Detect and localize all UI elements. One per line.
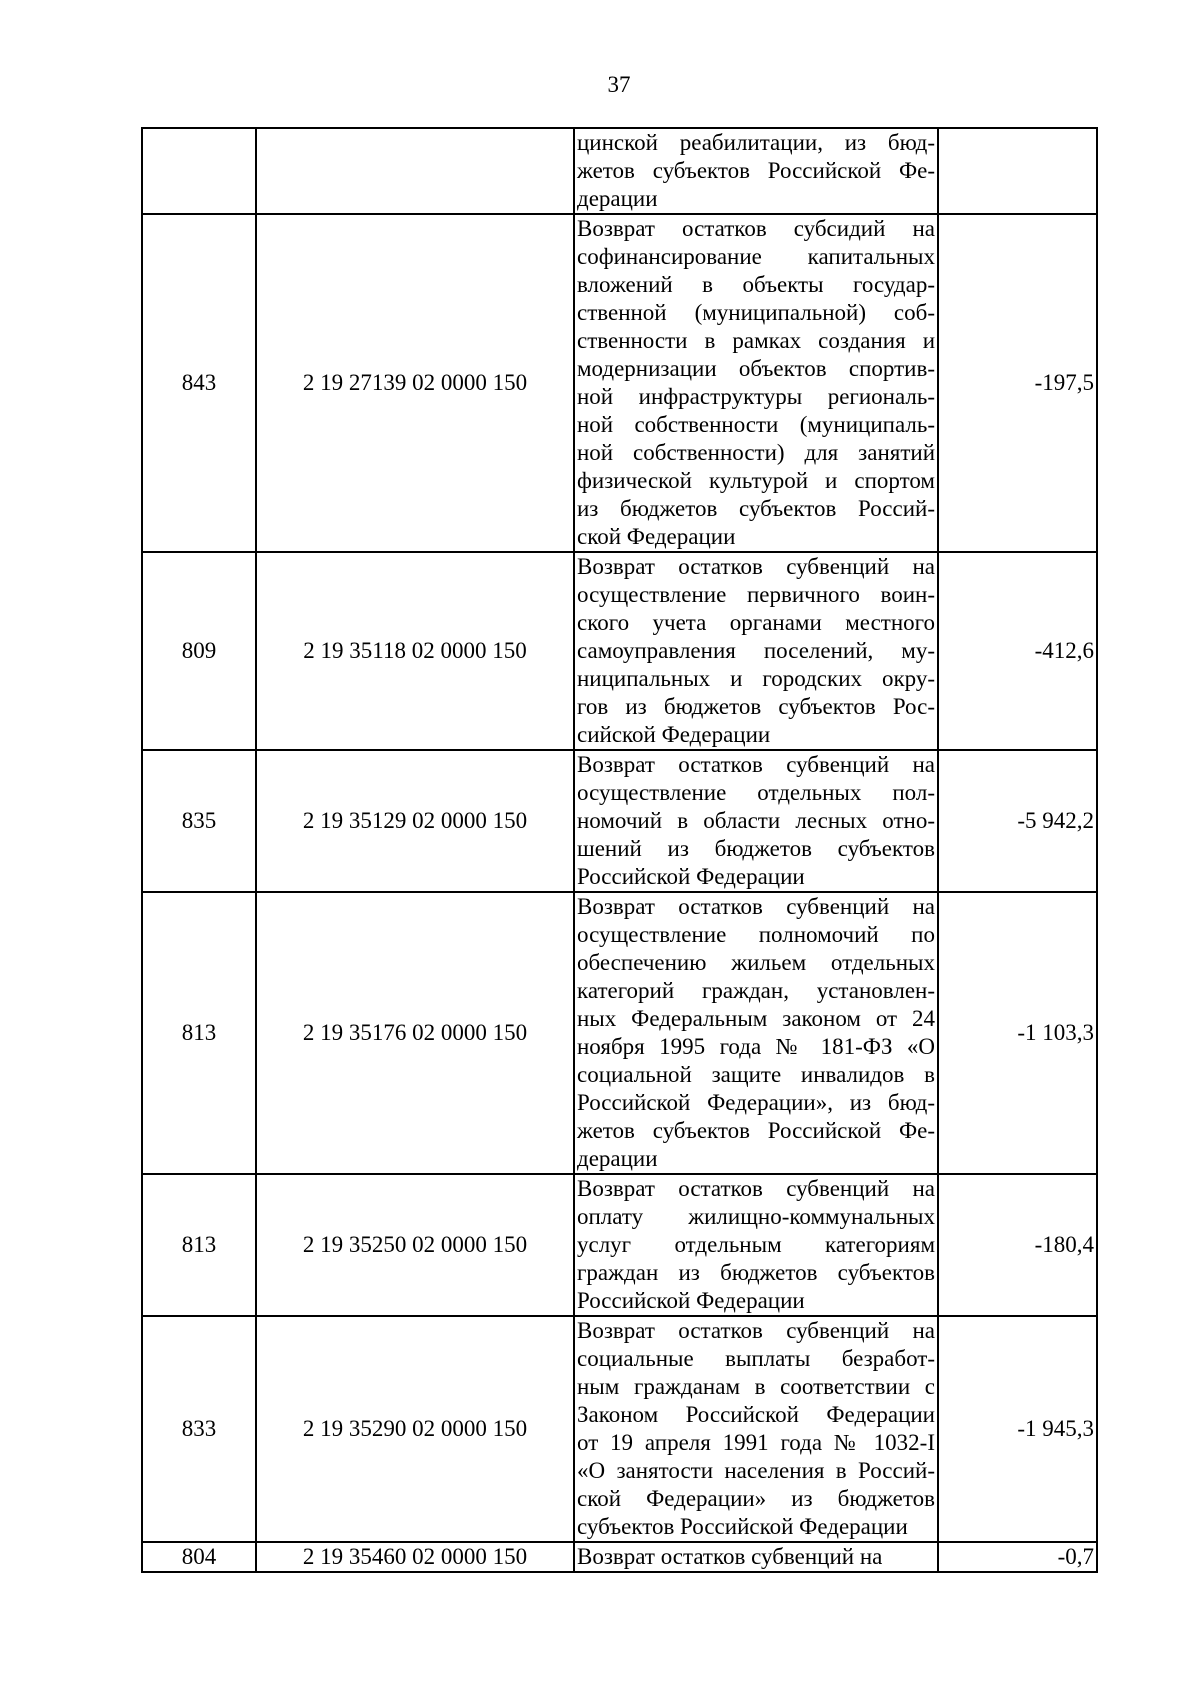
budget-table-body: [142, 128, 1097, 1572]
table-row: [142, 750, 1097, 892]
description-line: дерации: [577, 1146, 658, 1171]
amount-cell: -197,5: [938, 214, 1097, 552]
description-cell: [574, 750, 938, 892]
amount-cell: -1 103,3: [938, 892, 1097, 1174]
budget-code-cell: 2 19 35176 02 0000 150: [256, 892, 574, 1174]
admin-code-cell: 809: [142, 552, 256, 750]
description-line: субъектов Российской Федерации: [577, 1514, 908, 1539]
description-line: ной инфраструктуры региональ-: [577, 384, 935, 409]
table-row: [142, 214, 1097, 552]
admin-code-cell: 813: [142, 1174, 256, 1316]
description-cell: [574, 552, 938, 750]
description-line: из бюджетов субъектов Россий-: [577, 496, 935, 521]
description-line: сийской Федерации: [577, 722, 771, 747]
description-line: физической культурой и спортом: [577, 468, 935, 493]
description-line: категорий граждан, установлен-: [577, 978, 935, 1003]
description-line: цинской реабилитации, из бюд-: [577, 130, 935, 155]
description-line: услуг отдельным категориям: [577, 1232, 935, 1257]
amount-cell: -0,7: [938, 1542, 1097, 1572]
description-line: ных Федеральным законом от 24: [577, 1006, 935, 1031]
table-row: [142, 552, 1097, 750]
table-row: [142, 128, 1097, 214]
description-line: модернизации объектов спортив-: [577, 356, 935, 381]
description-line: жетов субъектов Российской Фе-: [577, 1118, 935, 1143]
description-line: Российской Федерации», из бюд-: [577, 1090, 935, 1115]
description-line: софинансирование капитальных: [577, 244, 935, 269]
budget-code-cell: [256, 128, 574, 214]
description-line: жетов субъектов Российской Фе-: [577, 158, 935, 183]
description-line: осуществление первичного воин-: [577, 582, 935, 607]
page-number: 37: [607, 72, 631, 97]
description-line: гов из бюджетов субъектов Рос-: [577, 694, 935, 719]
description-cell: [574, 892, 938, 1174]
description-line: от 19 апреля 1991 года № 1032-I: [577, 1430, 935, 1455]
description-line: Возврат остатков субвенций на: [577, 894, 935, 919]
description-line: Возврат остатков субвенций на: [577, 1318, 935, 1343]
description-line: граждан из бюджетов субъектов: [577, 1260, 935, 1285]
amount-cell: [938, 128, 1097, 214]
description-line: Возврат остатков субсидий на: [577, 216, 935, 241]
admin-code-cell: 843: [142, 214, 256, 552]
description-line: ноября 1995 года № 181-ФЗ «О: [577, 1034, 935, 1059]
budget-code-cell: 2 19 35129 02 0000 150: [256, 750, 574, 892]
description-line: дерации: [577, 186, 658, 211]
description-line: ниципальных и городских окру-: [577, 666, 935, 691]
amount-cell: -412,6: [938, 552, 1097, 750]
budget-code-cell: 2 19 35460 02 0000 150: [256, 1542, 574, 1572]
description-line: социальной защите инвалидов в: [577, 1062, 935, 1087]
description-line: Возврат остатков субвенций на: [577, 752, 935, 777]
description-line: «О занятости населения в Россий-: [577, 1458, 935, 1483]
budget-code-cell: 2 19 35118 02 0000 150: [256, 552, 574, 750]
description-line: осуществление отдельных пол-: [577, 780, 935, 805]
description-line: вложений в объекты государ-: [577, 272, 935, 297]
description-line: Российской Федерации: [577, 864, 805, 889]
table-row: [142, 1174, 1097, 1316]
description-cell: [574, 214, 938, 552]
description-line: ным гражданам в соответствии с: [577, 1374, 935, 1399]
amount-cell: -1 945,3: [938, 1316, 1097, 1542]
budget-code-cell: 2 19 35250 02 0000 150: [256, 1174, 574, 1316]
description-line: номочий в области лесных отно-: [577, 808, 935, 833]
description-cell: [574, 128, 938, 214]
table-row: [142, 1316, 1097, 1542]
description-line: социальные выплаты безработ-: [577, 1346, 935, 1371]
description-line: обеспечению жильем отдельных: [577, 950, 935, 975]
description-line: ской Федерации: [577, 524, 736, 549]
budget-code-cell: 2 19 35290 02 0000 150: [256, 1316, 574, 1542]
description-cell: [574, 1542, 938, 1572]
description-line: Возврат остатков субвенций на: [577, 554, 935, 579]
description-line: ственности в рамках создания и: [577, 328, 935, 353]
admin-code-cell: 804: [142, 1542, 256, 1572]
admin-code-cell: 833: [142, 1316, 256, 1542]
amount-cell: -180,4: [938, 1174, 1097, 1316]
description-line: Возврат остатков субвенций на: [577, 1176, 935, 1201]
budget-code-cell: 2 19 27139 02 0000 150: [256, 214, 574, 552]
budget-table: [141, 127, 1098, 1573]
description-line: оплату жилищно-коммунальных: [577, 1204, 935, 1229]
description-line: Возврат остатков субвенций на: [577, 1544, 883, 1569]
description-line: ной собственности (муниципаль-: [577, 412, 935, 437]
admin-code-cell: 835: [142, 750, 256, 892]
description-line: Российской Федерации: [577, 1288, 805, 1313]
description-line: самоуправления поселений, му-: [577, 638, 935, 663]
table-row: [142, 1542, 1097, 1572]
description-line: ского учета органами местного: [577, 610, 935, 635]
admin-code-cell: [142, 128, 256, 214]
table-row: [142, 892, 1097, 1174]
description-line: ственной (муниципальной) соб-: [577, 300, 935, 325]
description-cell: [574, 1316, 938, 1542]
description-line: ной собственности) для занятий: [577, 440, 935, 465]
description-line: осуществление полномочий по: [577, 922, 935, 947]
admin-code-cell: 813: [142, 892, 256, 1174]
description-cell: [574, 1174, 938, 1316]
description-line: шений из бюджетов субъектов: [577, 836, 935, 861]
description-line: ской Федерации» из бюджетов: [577, 1486, 935, 1511]
amount-cell: -5 942,2: [938, 750, 1097, 892]
description-line: Законом Российской Федерации: [577, 1402, 935, 1427]
